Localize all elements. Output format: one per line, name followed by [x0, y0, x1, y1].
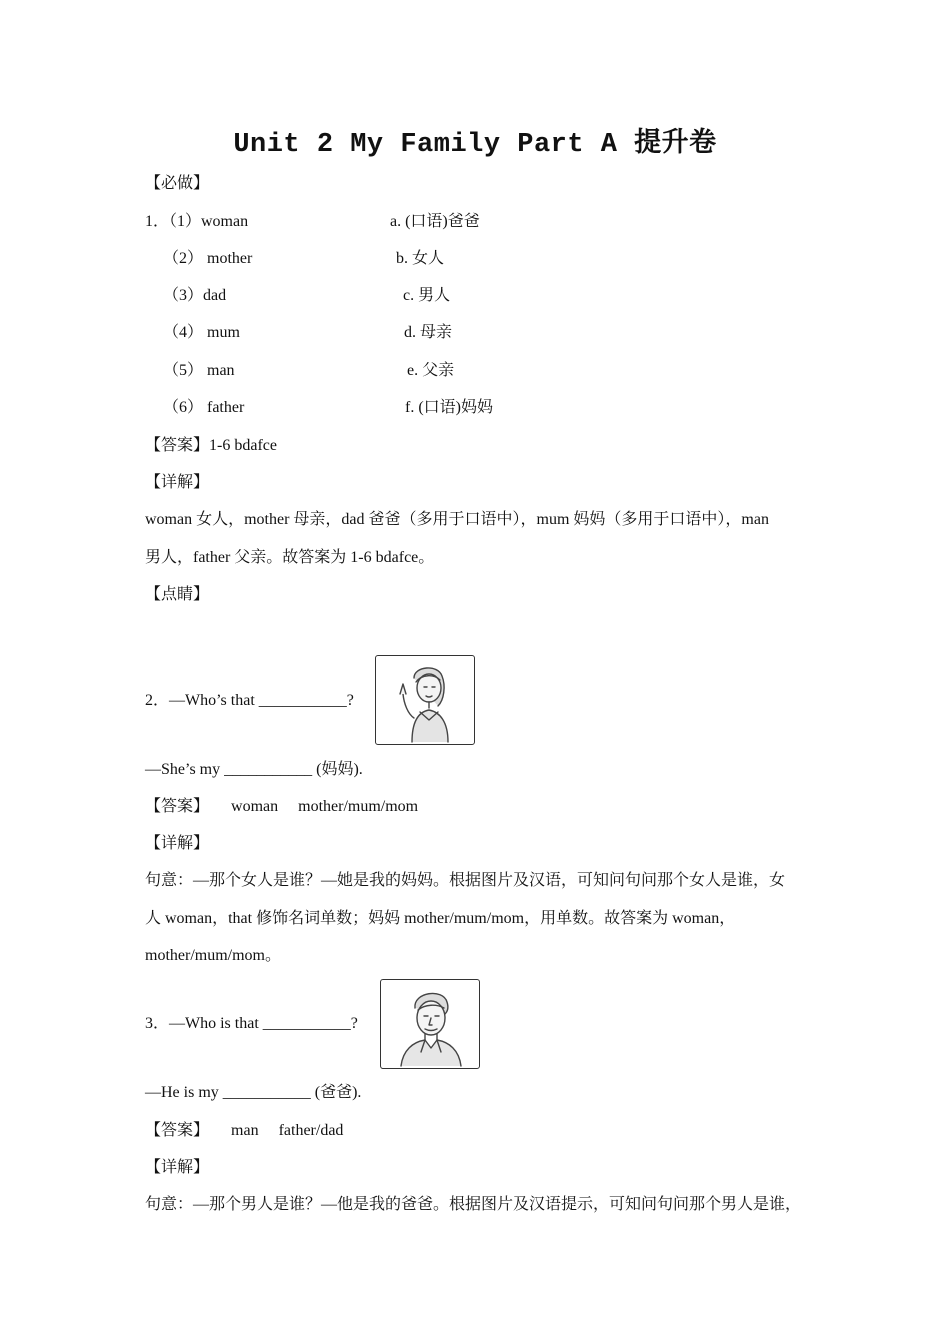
q3-reply: —He is my ___________ (爸爸). [145, 1084, 362, 1101]
q1-explain-tag: 【详解】 [145, 474, 210, 491]
q2-explain-line-1: 句意：—那个女人是谁？—她是我的妈妈。根据图片及汉语，可知问句问那个女人是谁，女 [145, 872, 786, 889]
q1-row-5-right: e. 父亲 [407, 362, 455, 379]
woman-pointing-icon [376, 656, 474, 744]
q2-explain-line-3: mother/mum/mom。 [145, 947, 281, 964]
q3-image [380, 979, 480, 1069]
q1-explain-line-1: woman 女人，mother 母亲，dad 爸爸（多用于口语中），mum 妈妈（多用于口语中），man [145, 511, 769, 528]
q2-image [375, 655, 475, 745]
q1-row-2-left: （2） mother [163, 250, 253, 267]
q1-row-1-left: 1．（1）woman [145, 213, 249, 230]
q1-row-6-left: （6） father [163, 399, 245, 416]
q3-answer-line [145, 1120, 343, 1142]
q1-row-4-right: d. 母亲 [404, 324, 453, 341]
q1-row-1-right: a. (口语)爸爸 [390, 213, 480, 230]
q2-question: 2．—Who’s that ___________? [145, 692, 354, 709]
q1-answer-line [145, 435, 277, 457]
q2-explain-line-2: 人 woman，that 修饰名词单数；妈妈 mother/mum/mom，用单数。故答案为 woman， [145, 910, 736, 927]
q2-explain-tag: 【详解】 [145, 835, 210, 852]
q1-row-5-left: （5） man [163, 362, 235, 379]
q2-answer-tag: 【答案】 [145, 798, 210, 815]
q3-answer: man father/dad [231, 1122, 344, 1139]
q1-row-6-right: f. (口语)妈妈 [405, 399, 493, 416]
q2-answer-line [145, 796, 418, 818]
page-title: Unit 2 My Family Part A 提升卷 [233, 130, 717, 160]
q2-reply: —She’s my ___________ (妈妈). [145, 761, 363, 778]
q3-explain-tag: 【详解】 [145, 1159, 210, 1176]
q1-row-3-left: （3）dad [163, 287, 227, 304]
q1-explain-line-2: 男人，father 父亲。故答案为 1-6 bdafce。 [145, 549, 435, 566]
q1-row-4-left: （4） mum [163, 324, 240, 341]
section-required-label: 【必做】 [145, 175, 210, 192]
q1-answer-tag: 【答案】 [145, 437, 210, 454]
q3-answer-tag: 【答案】 [145, 1122, 210, 1139]
q2-answer: woman mother/mum/mom [231, 798, 419, 815]
q1-comment-tag: 【点睛】 [145, 586, 210, 603]
q3-explain-line-1: 句意：—那个男人是谁？—他是我的爸爸。根据图片及汉语提示，可知问句问那个男人是谁， [145, 1196, 802, 1213]
q1-row-2-right: b. 女人 [396, 250, 445, 267]
man-portrait-icon [381, 980, 479, 1068]
q1-answer: 1-6 bdafce [209, 437, 277, 454]
q1-row-3-right: c. 男人 [403, 287, 451, 304]
q3-question: 3．—Who is that ___________? [145, 1015, 358, 1032]
